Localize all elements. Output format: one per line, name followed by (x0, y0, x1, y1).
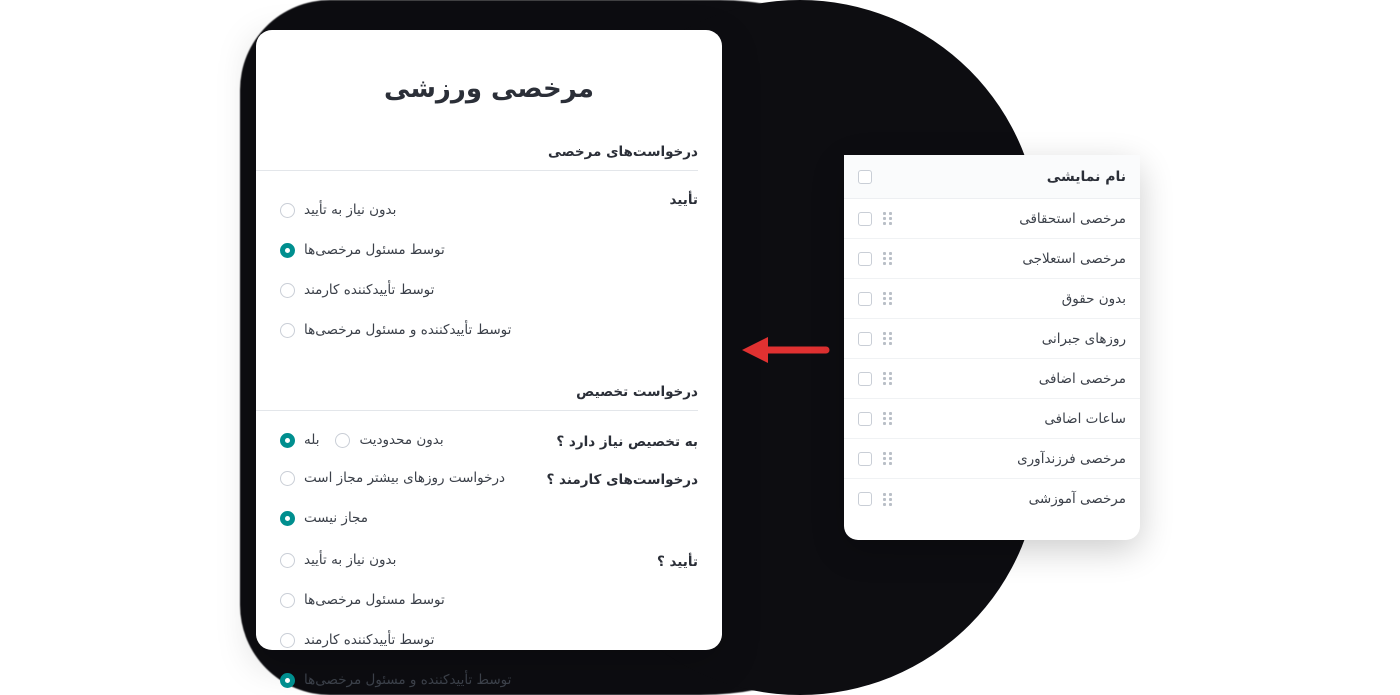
field-label-needs-allocation: به تخصیص نیاز دارد ؟ (556, 434, 698, 450)
radio-button[interactable] (335, 433, 350, 448)
field-allocation-approval (280, 552, 698, 688)
radio-option[interactable] (280, 432, 319, 448)
table-row[interactable] (844, 319, 1140, 359)
row-label: مرخصی آموزشی (1028, 491, 1126, 507)
radio-option[interactable] (280, 202, 396, 218)
field-label-approval: تأیید (669, 192, 698, 208)
radio-button-selected[interactable] (280, 243, 295, 258)
radio-label: بله (304, 432, 320, 448)
drag-handle-icon[interactable] (882, 212, 892, 226)
row-checkbox[interactable] (858, 452, 872, 466)
radio-label: بدون نیاز به تأیید (304, 202, 397, 218)
radio-button[interactable] (280, 323, 295, 338)
radio-label: توسط تأییدکننده کارمند (304, 282, 435, 298)
radio-button-selected[interactable] (280, 433, 295, 448)
inline-radio-row (280, 432, 444, 448)
radio-label: توسط تأییدکننده و مسئول مرخصی‌ها (304, 322, 512, 338)
field-approval (280, 190, 698, 338)
row-checkbox[interactable] (858, 292, 872, 306)
radio-group-employee-requests (280, 470, 533, 526)
radio-button-selected[interactable] (280, 673, 295, 688)
field-label-employee-requests: درخواست‌های کارمند ؟ (546, 472, 698, 488)
radio-option[interactable] (280, 592, 445, 608)
radio-label: بدون محدودیت (359, 432, 444, 448)
radio-button[interactable] (280, 203, 295, 218)
radio-button[interactable] (280, 633, 295, 648)
drag-handle-icon[interactable] (882, 292, 892, 306)
section-divider (256, 170, 698, 171)
row-checkbox[interactable] (858, 492, 872, 506)
row-checkbox[interactable] (858, 412, 872, 426)
radio-button[interactable] (280, 553, 295, 568)
table-row[interactable] (844, 439, 1140, 479)
drag-handle-icon[interactable] (882, 332, 892, 346)
section-title: درخواست‌های مرخصی (538, 144, 698, 160)
drag-handle-icon[interactable] (882, 412, 892, 426)
radio-label: مجاز نیست (304, 510, 368, 526)
radio-option[interactable] (280, 470, 505, 486)
radio-button[interactable] (280, 471, 295, 486)
leave-types-list-card (844, 155, 1140, 540)
field-employee-requests (280, 470, 698, 526)
section-divider (256, 410, 698, 411)
drag-handle-icon[interactable] (882, 372, 892, 386)
radio-option[interactable] (280, 282, 434, 298)
radio-option[interactable] (280, 552, 396, 568)
drag-handle-icon[interactable] (882, 492, 892, 506)
row-checkbox[interactable] (858, 252, 872, 266)
row-checkbox[interactable] (858, 332, 872, 346)
section-title: درخواست تخصیص (566, 384, 698, 400)
row-label: روزهای جبرانی (1041, 330, 1126, 347)
leave-type-settings-card (256, 30, 722, 688)
radio-label: درخواست روزهای بیشتر مجاز است (304, 470, 505, 486)
column-header-display-name: نام نمایشی (1046, 168, 1126, 185)
table-row[interactable] (844, 399, 1140, 439)
table-row[interactable] (844, 279, 1140, 319)
radio-label: توسط مسئول مرخصی‌ها (304, 592, 445, 608)
row-checkbox[interactable] (858, 372, 872, 386)
table-row[interactable] (844, 199, 1140, 239)
table-row[interactable] (844, 359, 1140, 399)
radio-option[interactable] (280, 242, 445, 258)
radio-option[interactable] (335, 432, 443, 448)
section-header-leave-requests (280, 144, 698, 166)
drag-handle-icon[interactable] (882, 452, 892, 466)
drag-handle-icon[interactable] (882, 252, 892, 266)
radio-label: توسط مسئول مرخصی‌ها (304, 242, 445, 258)
radio-button[interactable] (280, 593, 295, 608)
radio-button-selected[interactable] (280, 511, 295, 526)
page-title: مرخصی ورزشی (384, 74, 594, 104)
radio-option[interactable] (280, 672, 511, 688)
list-header-row (844, 155, 1140, 199)
radio-option[interactable] (280, 510, 368, 526)
row-label: مرخصی فرزندآوری (1017, 450, 1126, 467)
row-label: مرخصی استعلاجی (1022, 250, 1126, 267)
radio-group-approval (280, 190, 655, 338)
field-label-allocation-approval: تأیید ؟ (656, 554, 698, 570)
radio-option[interactable] (280, 322, 511, 338)
radio-label: بدون نیاز به تأیید (304, 552, 397, 568)
radio-label: توسط تأییدکننده کارمند (304, 632, 435, 648)
section-header-allocation-request (280, 384, 698, 406)
field-needs-allocation (280, 432, 698, 450)
radio-label: توسط تأییدکننده و مسئول مرخصی‌ها (304, 672, 512, 688)
table-row[interactable] (844, 239, 1140, 279)
radio-group-allocation-approval (280, 552, 643, 688)
row-label: مرخصی استحقاقی (1019, 210, 1126, 227)
row-label: بدون حقوق (1061, 290, 1126, 307)
table-row[interactable] (844, 479, 1140, 519)
row-checkbox[interactable] (858, 212, 872, 226)
arrow-pointing-left (738, 330, 830, 370)
radio-option[interactable] (280, 632, 434, 648)
row-label: مرخصی اضافی (1038, 370, 1126, 387)
row-label: ساعات اضافی (1044, 410, 1126, 427)
select-all-checkbox[interactable] (858, 170, 872, 184)
radio-group-needs-allocation (280, 432, 542, 448)
radio-button[interactable] (280, 283, 295, 298)
